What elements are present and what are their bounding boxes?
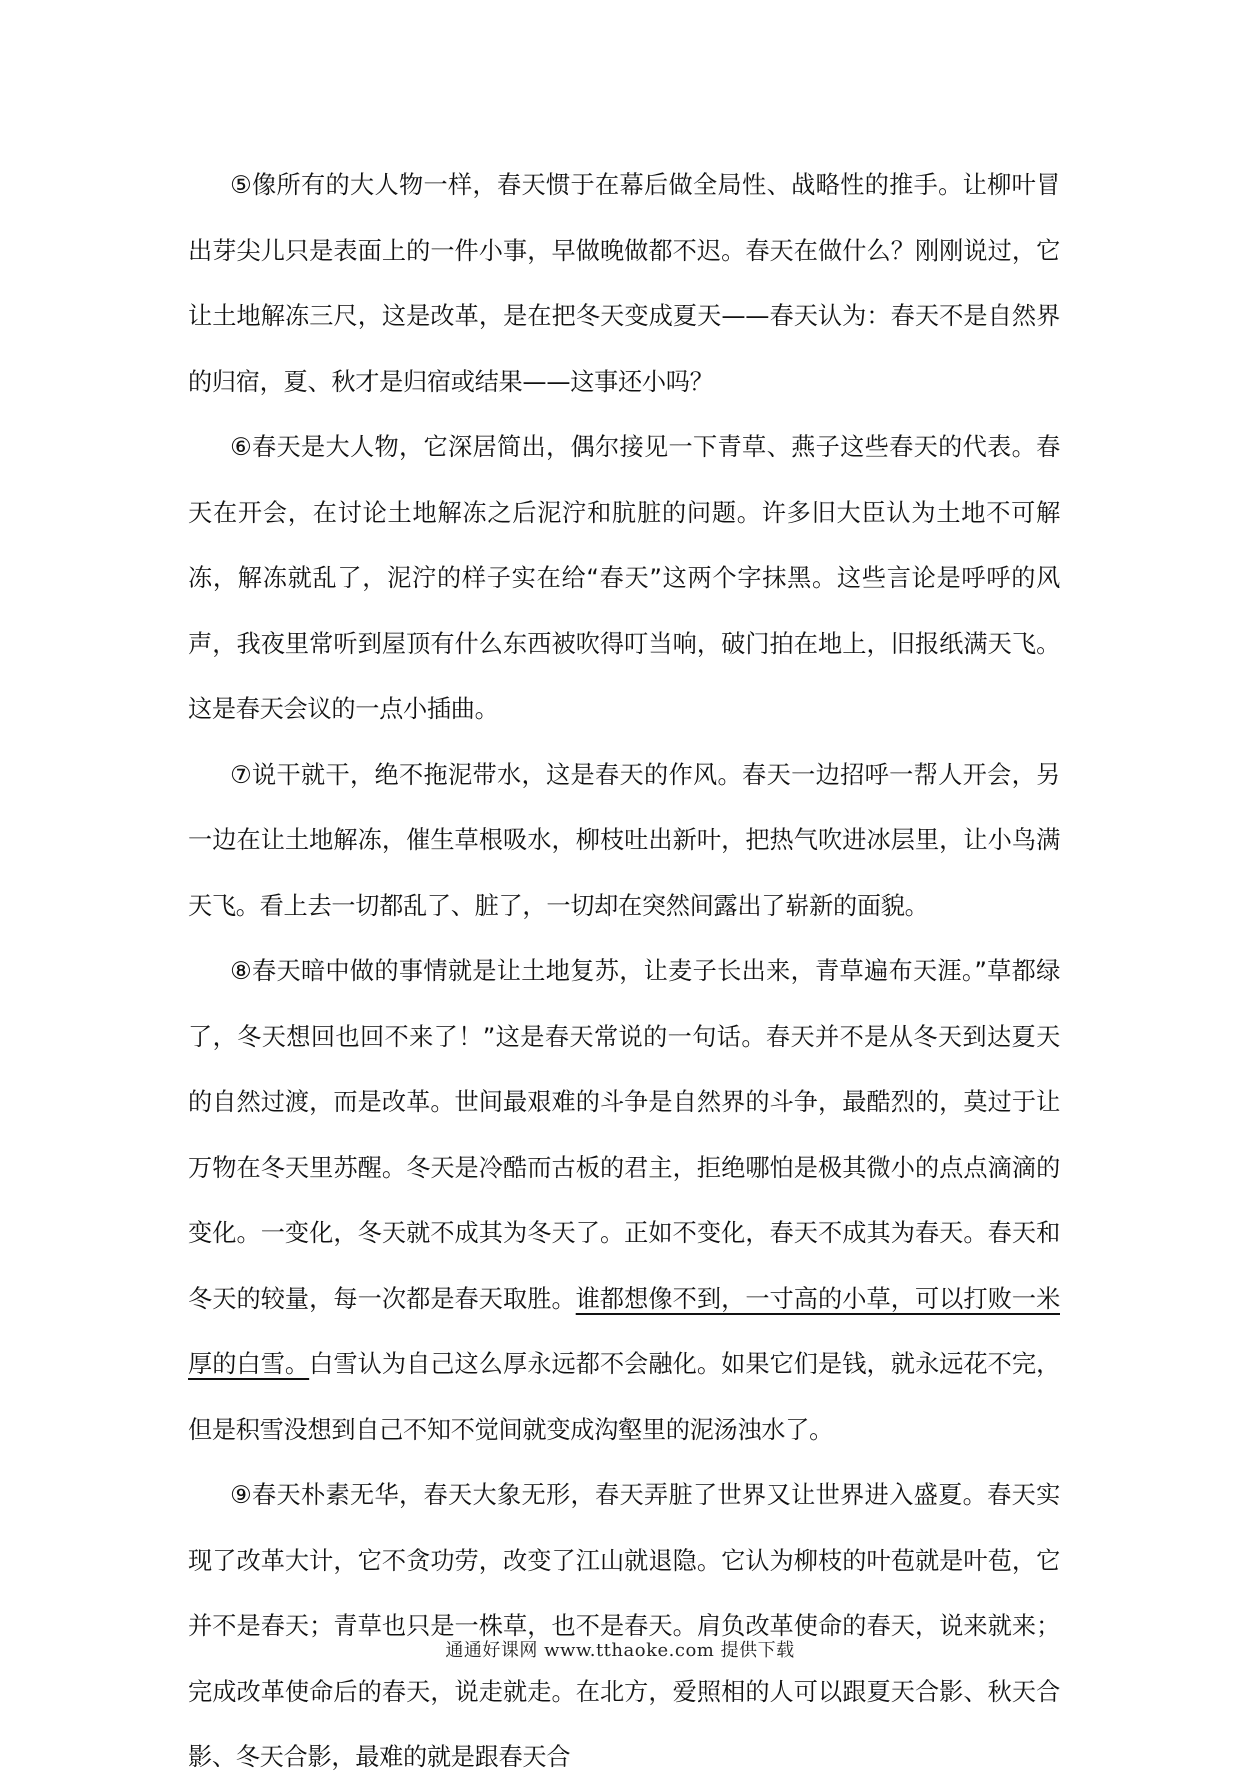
paragraph-8-text-b: 白雪认为自己这么厚永远都不会融化。如果它们是钱，就永远花不完，但是积雪没想到自己不知不觉间就变成沟壑里的泥汤浊水了。 (188, 1350, 1060, 1444)
paragraph-5 (188, 153, 1060, 415)
paragraph-9 (188, 1463, 1060, 1791)
paragraph-9-text: ⑨春天朴素无华，春天大象无形，春天弄脏了世界又让世界进入盛夏。春天实现了改革大计，它不贪功劳，改变了江山就退隐。它认为柳枝的叶苞就是叶苞，它并不是春天；青草也只是一株草，也不是春天。肩负改革使命的春天，说来就来；完成改革使命后的春天，说走就走。在北方，爱照相的人可以跟夏天合影、秋天合影、冬天合影，最难的就是跟春天合 (188, 1481, 1060, 1771)
paragraph-8-underlined-sentence: 谁都想像不到，一寸高的小草，可以打败一米厚的白雪。 (188, 1284, 1060, 1378)
paragraph-7 (188, 743, 1060, 940)
page-footer: 通通好课网 www.tthaoke.com 提供下载 (445, 1640, 795, 1661)
paragraph-6 (188, 415, 1060, 743)
paragraph-8-text-a: ⑧春天暗中做的事情就是让土地复苏，让麦子长出来，青草遍布天涯。”草都绿了，冬天想回也回不来了！”这是春天常说的一句话。春天并不是从冬天到达夏天的自然过渡，而是改革。世间最艰难的斗争是自然界的斗争，最酷烈的，莫过于让万物在冬天里苏醒。冬天是冷酷而古板的君主，拒绝哪怕是极其微小的点点滴滴的变化。一变化，冬天就不成其为冬天了。正如不变化，春天不成其为春天。春天和冬天的较量，每一次都是春天取胜。 (188, 957, 1060, 1313)
paragraph-5-text: ⑤像所有的大人物一样，春天惯于在幕后做全局性、战略性的推手。让柳叶冒出芽尖儿只是表面上的一件小事，早做晚做都不迟。春天在做什么？刚刚说过，它让土地解冻三尺，这是改革，是在把冬天变成夏天——春天认为：春天不是自然界的归宿，夏、秋才是归宿或结果——这事还小吗？ (188, 171, 1060, 396)
article-body (188, 153, 1060, 1791)
paragraph-7-text: ⑦说干就干，绝不拖泥带水，这是春天的作风。春天一边招呼一帮人开会，另一边在让土地解冻，催生草根吸水，柳枝吐出新叶，把热气吹进冰层里，让小鸟满天飞。看上去一切都乱了、脏了，一切却在突然间露出了崭新的面貌。 (188, 760, 1060, 920)
paragraph-6-text: ⑥春天是大人物，它深居简出，偶尔接见一下青草、燕子这些春天的代表。春天在开会，在讨论土地解冻之后泥泞和肮脏的问题。许多旧大臣认为土地不可解冻，解冻就乱了，泥泞的样子实在给“春天”这两个字抹黑。这些言论是呼呼的风声，我夜里常听到屋顶有什么东西被吹得叮当响，破门拍在地上，旧报纸满天飞。这是春天会议的一点小插曲。 (188, 433, 1060, 723)
paragraph-8 (188, 939, 1060, 1463)
